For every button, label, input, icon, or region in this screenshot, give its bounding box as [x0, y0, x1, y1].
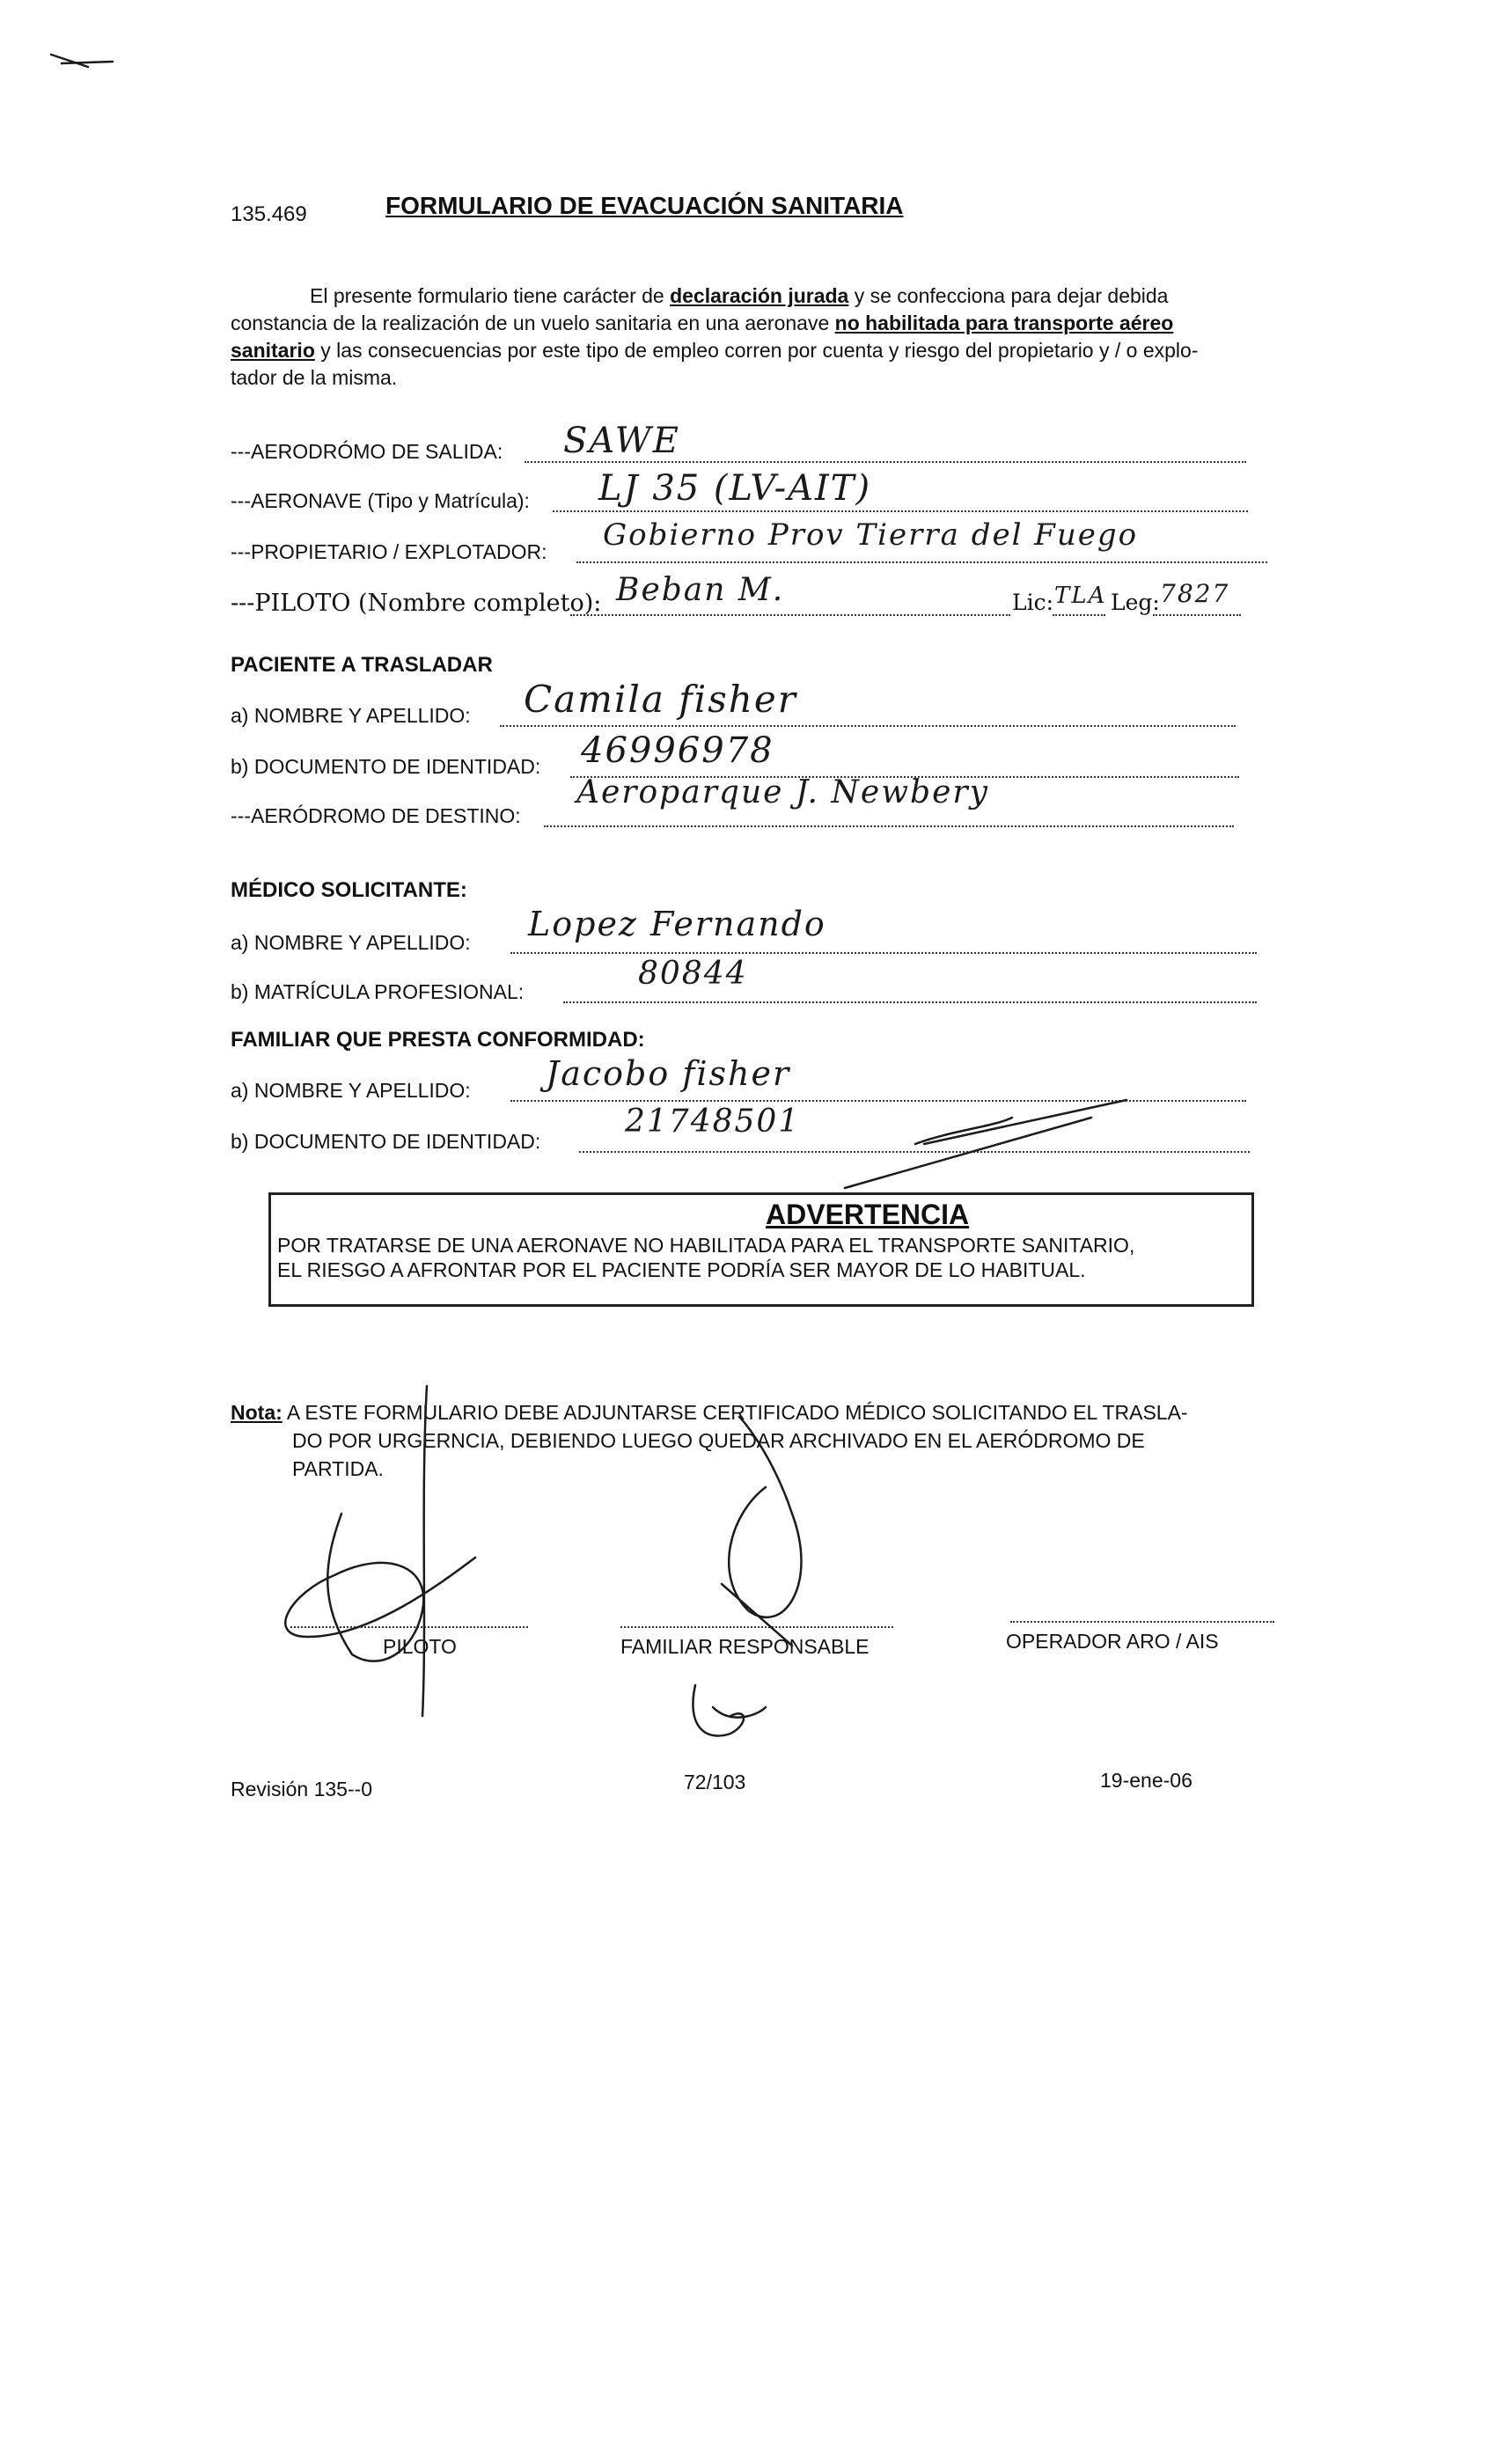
owner-label: ---PROPIETARIO / EXPLOTADOR: [231, 540, 547, 563]
family-doc-label: b) DOCUMENTO DE IDENTIDAD: [231, 1130, 541, 1153]
intro-emphasis: declaración jurada [670, 284, 849, 307]
family-doc-value: 21748501 [625, 1104, 801, 1140]
doctor-name-value: Lopez Fernando [528, 905, 826, 943]
departure-value: SAWE [563, 421, 680, 461]
intro-emphasis: sanitario [231, 339, 315, 362]
pilot-signature [422, 1386, 427, 1716]
corner-mark [51, 55, 113, 67]
note-label: Nota: [231, 1401, 283, 1424]
family-name-label: a) NOMBRE Y APELLIDO: [231, 1079, 471, 1102]
destination-label: ---AERÓDROMO DE DESTINO: [231, 804, 521, 827]
intro-text: y se confecciona para dejar debida [848, 284, 1169, 307]
signature-stroke [845, 1100, 1126, 1188]
lic-value: TLA [1054, 583, 1107, 609]
owner-value: Gobierno Prov Tierra del Fuego [603, 517, 1139, 553]
intro-text: y las consecuencias por este tipo de empleo corren por cuenta y riesgo del propietario y / o explo- [314, 339, 1199, 362]
family-heading: FAMILIAR QUE PRESTA CONFORMIDAD: [231, 1028, 645, 1052]
footer-revision: Revisión 135--0 [231, 1778, 373, 1800]
doctor-name-label: a) NOMBRE Y APELLIDO: [231, 931, 471, 954]
note-line-2: DO POR URGERNCIA, DEBIENDO LUEGO QUEDAR ARCHIVADO EN EL AERÓDROMO DE [292, 1429, 1145, 1452]
aircraft-label: ---AERONAVE (Tipo y Matrícula): [231, 489, 530, 512]
warning-line-2: EL RIESGO A AFRONTAR POR EL PACIENTE PODRÍA SER MAYOR DE LO HABITUAL. [277, 1258, 1086, 1281]
pilot-signature-label: PILOTO [383, 1635, 457, 1658]
family-signature [693, 1685, 766, 1736]
footer-page: 72/103 [684, 1771, 746, 1793]
intro-text: El presente formulario tiene carácter de [310, 284, 671, 307]
destination-value: Aeroparque J. Newbery [576, 774, 989, 810]
family-name-value: Jacobo fisher [546, 1054, 791, 1093]
form-code: 135.469 [231, 202, 307, 226]
lic-label: Lic: [1012, 590, 1054, 615]
warning-line-1: POR TRATARSE DE UNA AERONAVE NO HABILITADA PARA EL TRANSPORTE SANITARIO, [277, 1234, 1135, 1257]
operator-signature-label: OPERADOR ARO / AIS [1006, 1630, 1219, 1653]
intro-emphasis: no habilitada para transporte aéreo [834, 312, 1174, 334]
doctor-lic-label: b) MATRÍCULA PROFESIONAL: [231, 980, 525, 1003]
leg-value: 7827 [1160, 579, 1230, 608]
pilot-value: Beban M. [616, 572, 785, 608]
family-signature-label: FAMILIAR RESPONSABLE [620, 1635, 870, 1658]
doctor-heading: MÉDICO SOLICITANTE: [231, 878, 467, 902]
pilot-label: ---PILOTO (Nombre completo): [231, 590, 602, 617]
pilot-signature [285, 1514, 475, 1661]
intro-line-4: tador de la misma. [231, 366, 398, 389]
footer-date: 19-ene-06 [1100, 1769, 1192, 1792]
note-text: A ESTE FORMULARIO DEBE ADJUNTARSE CERTIFICADO MÉDICO SOLICITANDO EL TRASLA- [282, 1401, 1188, 1424]
aircraft-value: LJ 35 (LV-AIT) [598, 468, 872, 509]
patient-name-label: a) NOMBRE Y APELLIDO: [231, 704, 471, 727]
patient-name-value: Camila fisher [524, 678, 797, 721]
warning-title: ADVERTENCIA [766, 1199, 970, 1230]
note-line-3: PARTIDA. [292, 1457, 384, 1480]
patient-doc-label: b) DOCUMENTO DE IDENTIDAD: [231, 755, 541, 778]
intro-text: constancia de la realización de un vuelo sanitaria en una aeronave [231, 312, 835, 334]
form-title: FORMULARIO DE EVACUACIÓN SANITARIA [385, 192, 904, 219]
doctor-lic-value: 80844 [638, 956, 748, 992]
departure-label: ---AERODRÓMO DE SALIDA: [231, 440, 503, 463]
patient-heading: PACIENTE A TRASLADAR [231, 653, 493, 677]
patient-doc-value: 46996978 [581, 730, 774, 771]
leg-label: Leg: [1111, 590, 1160, 615]
family-signature [722, 1417, 801, 1646]
